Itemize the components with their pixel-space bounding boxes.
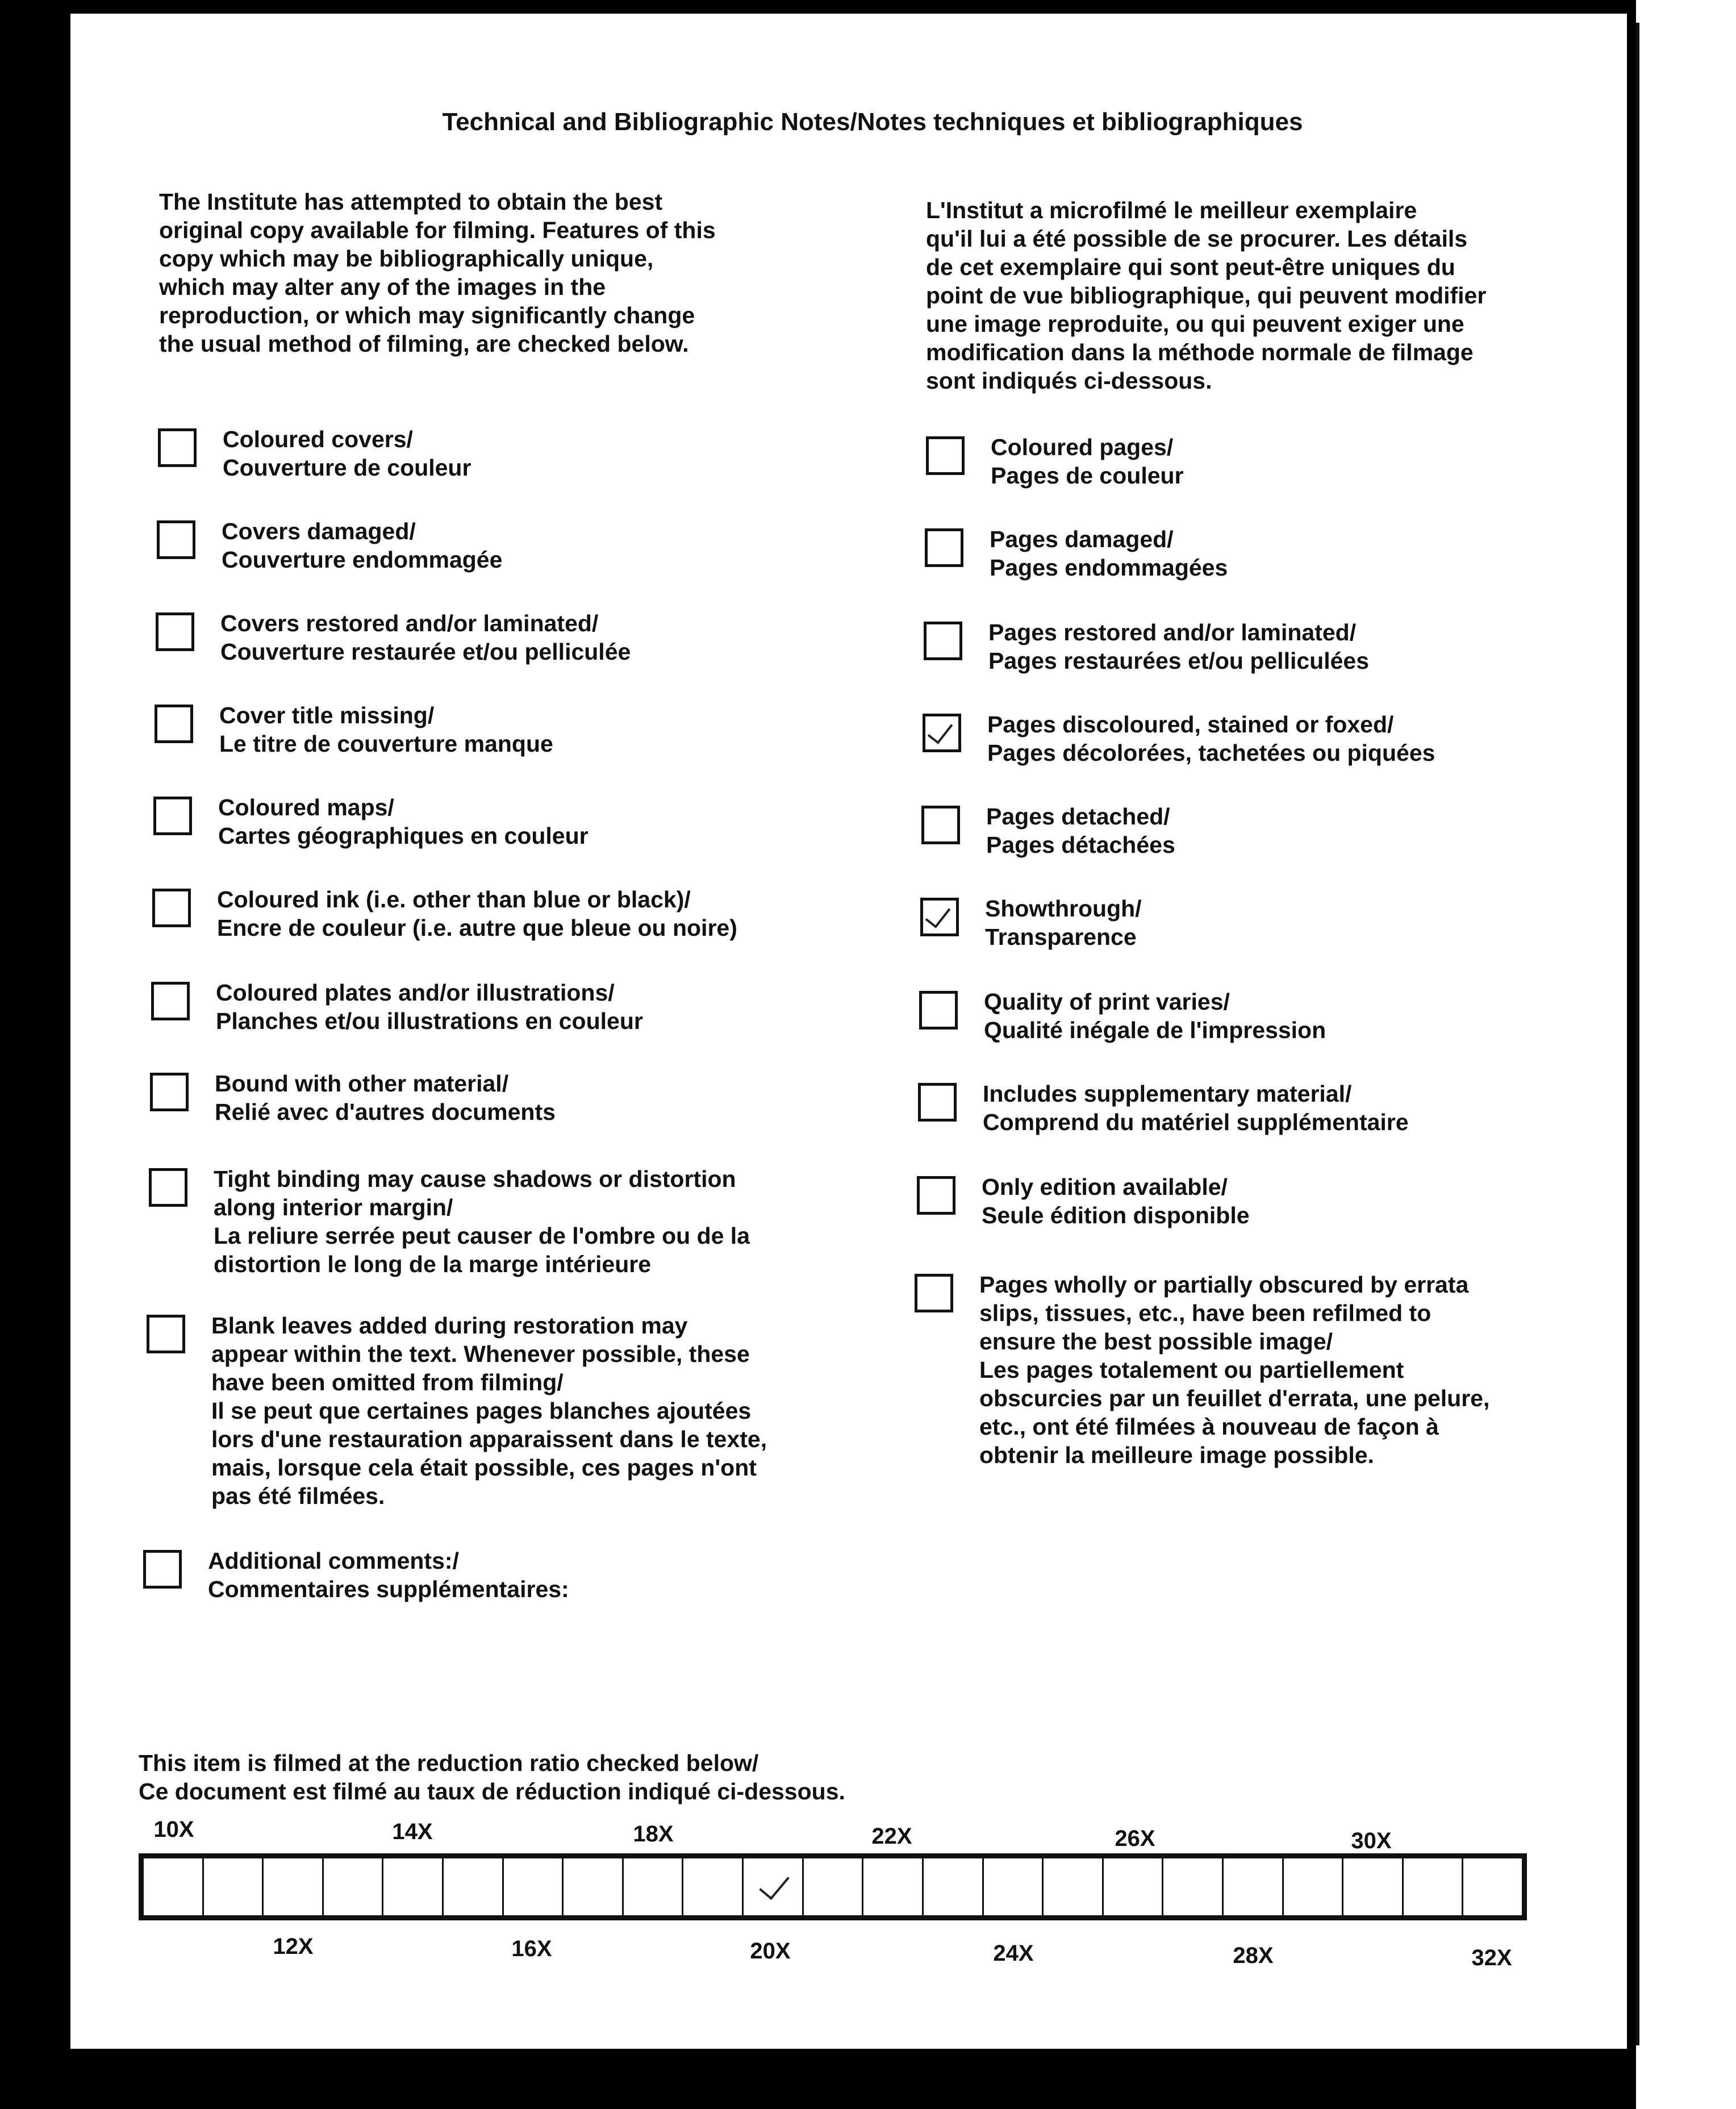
ratio-label-14x: 14X [392, 1819, 433, 1844]
ratio-cell[interactable] [444, 1858, 504, 1915]
ratio-cell-checked[interactable] [744, 1858, 804, 1915]
checkbox[interactable] [915, 1274, 953, 1312]
left-item-blank-leaves [147, 1311, 767, 1510]
item-label: Coloured maps/ Cartes géographiques en couleur [218, 794, 589, 849]
checkbox[interactable] [924, 622, 962, 660]
checkbox[interactable] [157, 520, 195, 559]
left-item-coloured-covers [158, 425, 471, 482]
checkbox-checked[interactable] [920, 898, 959, 936]
item-label: Coloured covers/ Couverture de couleur [223, 426, 471, 481]
ratio-cell[interactable] [1343, 1858, 1404, 1915]
checkbox[interactable] [143, 1550, 182, 1589]
ratio-cell[interactable] [324, 1858, 384, 1915]
item-label: Pages damaged/ Pages endommagées [990, 526, 1228, 581]
item-label: Quality of print varies/ Qualité inégale de l'impression [984, 989, 1326, 1043]
ratio-cell[interactable] [564, 1858, 624, 1915]
right-item-pages-damaged [925, 525, 1228, 582]
ratio-cell[interactable] [1404, 1858, 1464, 1915]
checkbox[interactable] [151, 982, 190, 1020]
checkbox[interactable] [919, 991, 958, 1030]
checkbox[interactable] [149, 1168, 187, 1207]
checkbox[interactable] [152, 889, 191, 927]
ratio-label-22x: 22X [871, 1824, 912, 1849]
checkbox[interactable] [153, 797, 192, 835]
checkbox[interactable] [917, 1176, 955, 1215]
left-item-additional-comments [143, 1547, 569, 1603]
right-item-pages-obscured [915, 1270, 1489, 1469]
ratio-label-18x: 18X [633, 1822, 674, 1847]
left-item-covers-restored [156, 609, 631, 666]
ratio-label-10x: 10X [153, 1817, 194, 1842]
item-label: Coloured plates and/or illustrations/ Planches et/ou illustrations en couleur [216, 980, 643, 1034]
ratio-cell[interactable] [1044, 1858, 1104, 1915]
item-label: Blank leaves added during restoration may appear within the text. Whenever possible, these have been omitted from filming/ Il se peut que certaines pages blanches ajoutées lors d'une restauration apparaissent dans le texte, mais, lorsque cela était possible, ces pages n'ont pas été filmées. [211, 1312, 767, 1509]
item-label: Pages wholly or partially obscured by errata slips, tissues, etc., have been refilmed to ensure the best possible image/ Les pages totalement ou partiellement obscurcies par un feuillet d'errata, une pelure, etc., ont été filmées à nouveau de façon à obtenir la meilleure image possible. [979, 1272, 1490, 1468]
left-item-covers-damaged [157, 517, 502, 574]
frame-divider [1636, 23, 1639, 2045]
reduction-ratio-text: This item is filmed at the reduction ratio checked below/ Ce document est filmé au taux de réduction indiqué ci-dessous. [139, 1750, 845, 1804]
ratio-cell[interactable] [204, 1858, 264, 1915]
ratio-cell[interactable] [683, 1858, 744, 1915]
ratio-cell[interactable] [1224, 1858, 1284, 1915]
ratio-label-24x: 24X [993, 1941, 1034, 1966]
ratio-label-20x: 20X [750, 1939, 791, 1964]
ratio-cell[interactable] [264, 1858, 324, 1915]
checkbox[interactable] [155, 705, 193, 743]
item-label: Includes supplementary material/ Comprend du matériel supplémentaire [983, 1081, 1409, 1135]
checkbox[interactable] [156, 612, 194, 651]
page-title: Technical and Bibliographic Notes/Notes techniques et bibliographiques [442, 108, 1303, 136]
ratio-cell[interactable] [804, 1858, 864, 1915]
checkbox[interactable] [925, 528, 963, 567]
checkbox[interactable] [926, 436, 965, 475]
ratio-cell[interactable] [144, 1858, 204, 1915]
item-label: Covers damaged/ Couverture endommagée [222, 518, 503, 573]
checkbox[interactable] [158, 428, 197, 467]
ratio-label-26x: 26X [1115, 1826, 1155, 1851]
right-item-showthrough [920, 894, 1142, 951]
ratio-cell[interactable] [1284, 1858, 1344, 1915]
right-item-pages-restored [924, 618, 1369, 675]
left-item-cover-title-missing [155, 701, 553, 758]
checkbox[interactable] [147, 1315, 185, 1353]
intro-french: L'Institut a microfilmé le meilleur exemplaire qu'il lui a été possible de se procurer. Les détails de cet exemplaire qui sont peut-être uniques du point de vue bibliographique, qui peuvent modifier une image reproduite, ou qui peuvent exiger une modification dans la méthode normale de filmage sont indiqués ci-dessous. [926, 197, 1487, 394]
item-label: Covers restored and/or laminated/ Couverture restaurée et/ou pelliculée [220, 610, 631, 665]
item-label: Showthrough/ Transparence [985, 895, 1142, 950]
item-label: Tight binding may cause shadows or distortion along interior margin/ La reliure serrée peut causer de l'ombre ou de la distortion le long de la marge intérieure [214, 1166, 750, 1277]
item-label: Pages restored and/or laminated/ Pages restaurées et/ou pelliculées [988, 619, 1369, 674]
ratio-label-12x: 12X [273, 1934, 314, 1959]
right-item-quality-of-print [919, 987, 1326, 1044]
checkbox[interactable] [918, 1083, 957, 1122]
ratio-cell[interactable] [1104, 1858, 1164, 1915]
right-item-pages-discoloured [923, 710, 1435, 767]
item-label: Coloured ink (i.e. other than blue or black)/ Encre de couleur (i.e. autre que bleue ou noire) [217, 886, 737, 941]
left-item-coloured-plates [151, 978, 643, 1035]
ratio-label-30x: 30X [1351, 1828, 1392, 1853]
ratio-cell[interactable] [863, 1858, 924, 1915]
ratio-label-16x: 16X [511, 1936, 552, 1961]
checkbox[interactable] [921, 806, 960, 844]
checkbox[interactable] [150, 1073, 189, 1111]
ratio-label-28x: 28X [1233, 1943, 1274, 1968]
item-label: Only edition available/ Seule édition disponible [982, 1174, 1250, 1228]
ratio-label-32x: 32X [1471, 1945, 1512, 1970]
ratio-cell[interactable] [624, 1858, 684, 1915]
ratio-cell[interactable] [504, 1858, 564, 1915]
left-item-bound-with-other [150, 1069, 556, 1126]
ratio-cell[interactable] [924, 1858, 984, 1915]
right-item-only-edition [917, 1173, 1250, 1229]
item-label: Pages detached/ Pages détachées [986, 803, 1175, 858]
ratio-cell[interactable] [1463, 1858, 1522, 1915]
intro-english: The Institute has attempted to obtain the best original copy available for filming. Features of this copy which may be bibliographically unique, which may alter any of the images in the reproduction, or which may significantly change the usual method of filming, are checked below. [159, 189, 716, 357]
right-item-supplementary-material [918, 1079, 1409, 1136]
item-label: Additional comments:/ Commentaires supplémentaires: [208, 1548, 569, 1602]
checkbox-checked[interactable] [923, 714, 961, 752]
reduction-ratio-grid [139, 1853, 1527, 1920]
item-label: Bound with other material/ Relié avec d'autres documents [215, 1070, 556, 1125]
ratio-cell[interactable] [1163, 1858, 1224, 1915]
left-item-coloured-ink [152, 885, 737, 942]
item-label: Cover title missing/ Le titre de couverture manque [219, 702, 553, 757]
ratio-cell[interactable] [383, 1858, 444, 1915]
adjacent-frame-strip [1636, 0, 1736, 2109]
right-item-coloured-pages [926, 433, 1184, 490]
item-label: Coloured pages/ Pages de couleur [991, 434, 1184, 489]
left-item-coloured-maps [153, 793, 589, 850]
ratio-cell[interactable] [984, 1858, 1044, 1915]
left-item-tight-binding [149, 1165, 750, 1278]
right-item-pages-detached [921, 802, 1175, 859]
item-label: Pages discoloured, stained or foxed/ Pages décolorées, tachetées ou piquées [987, 711, 1435, 766]
